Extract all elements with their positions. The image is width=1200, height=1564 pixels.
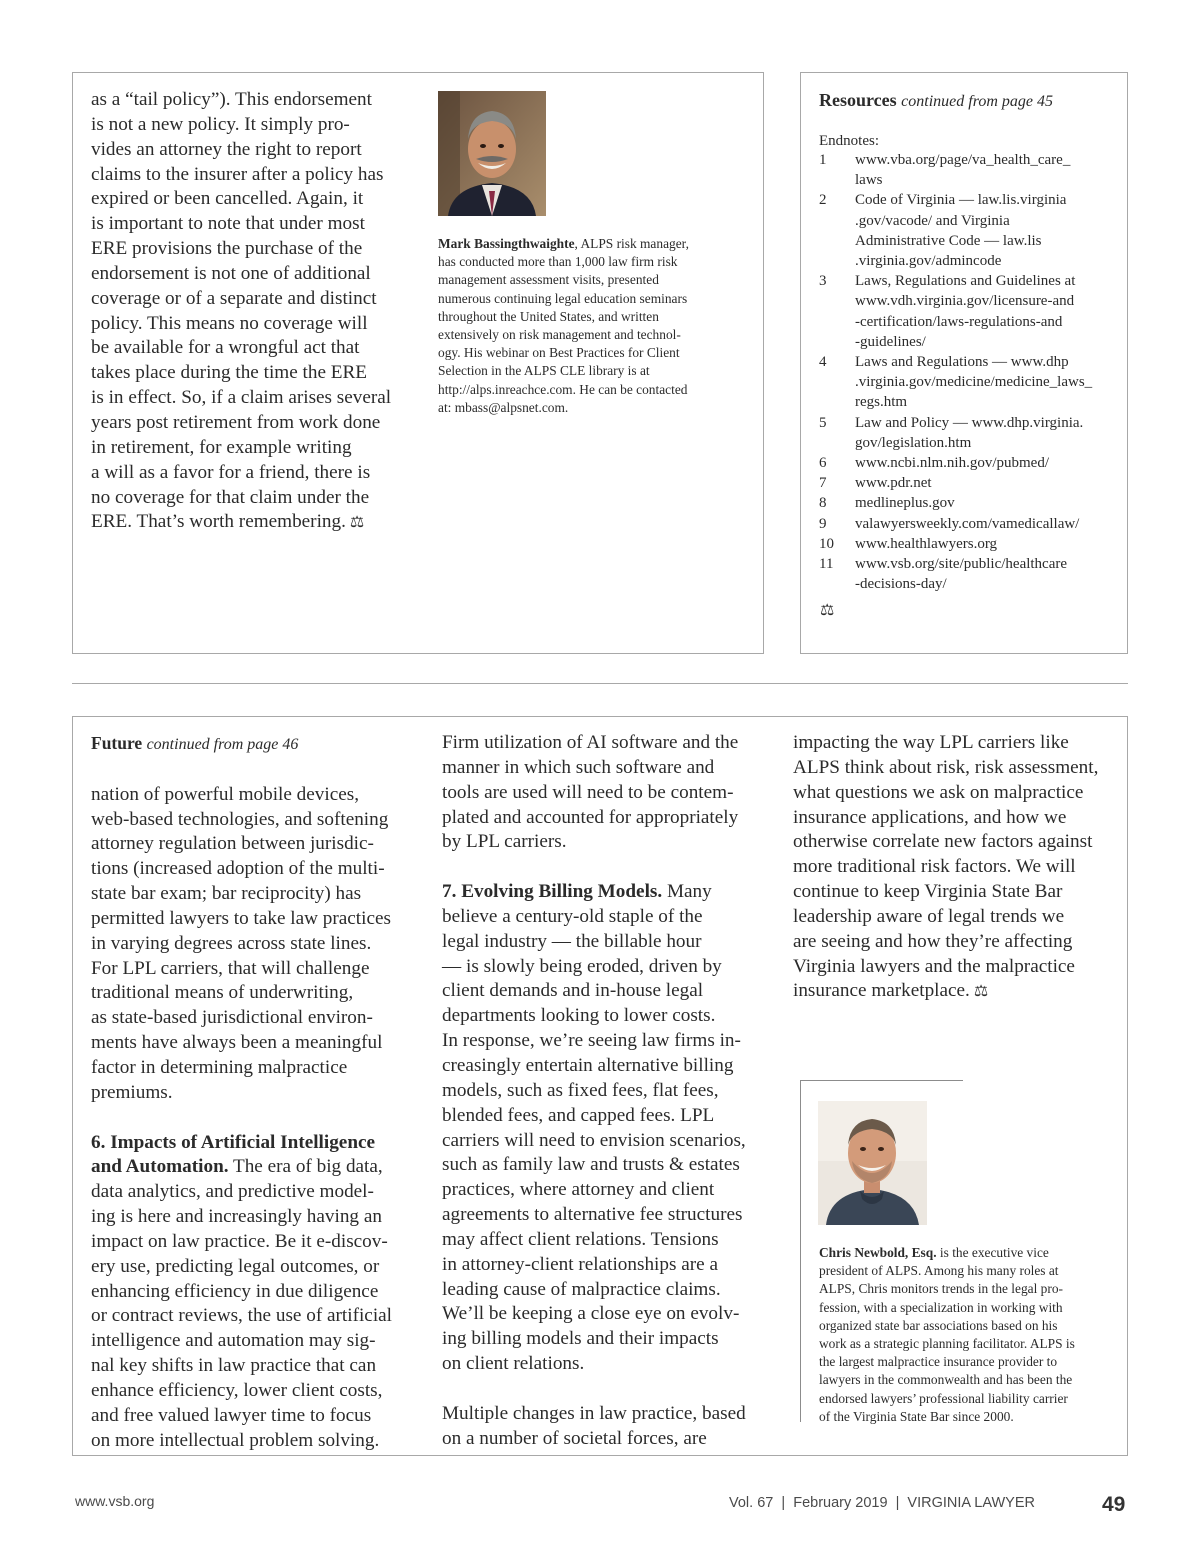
endnote-number: 5 bbox=[819, 414, 827, 431]
footer-issue bbox=[729, 1495, 1035, 1511]
endnote-number: 11 bbox=[819, 556, 834, 573]
resources-end-icon: ⚖ bbox=[820, 602, 835, 619]
article-top-text bbox=[91, 88, 421, 536]
endnote-text: Code of Virginia — law.lis.virginia .gov/vacode/ and Virginia Administrative Code — law.lis .virginia.gov/admincode bbox=[855, 192, 1067, 270]
heading-ai-automation: 6. Impacts of Artificial Intelligence and Automation. bbox=[91, 1131, 376, 1178]
scales-of-justice-icon: ⚖ bbox=[973, 983, 989, 1001]
future-col1-paragraph-2 bbox=[91, 1131, 421, 1454]
future-title bbox=[91, 731, 421, 758]
endnote-text: valawyersweekly.com/vamedicallaw/ bbox=[855, 515, 1080, 532]
endnote-number: 4 bbox=[819, 354, 827, 371]
author-bio-mark bbox=[438, 235, 748, 417]
endnote-text: Laws, Regulations and Guidelines at www.vdh.virginia.gov/licensure-and -certification/laws-regulations-and -guidelines/ bbox=[855, 273, 1076, 350]
footer-website: www.vsb.org bbox=[75, 1493, 155, 1509]
endnote-text: Law and Policy — www.dhp.virginia. gov/legislation.htm bbox=[855, 414, 1084, 451]
endnote-number: 10 bbox=[819, 535, 834, 552]
future-col2-paragraph-2-text: Many believe a century-old staple of the legal industry — the billable hour — is slowly being eroded, driven by client demands and in-house legal departments looking to lower costs. In response, we’re seeing law firms in- creasingly entertain alternative billing models, such as fixed fees, flat fees, blended fees, and capped fees. LPL carriers will need to envision scenarios, such as family law and trusts & estates practices, where attorney and client agreements to alternative fee structures may affect client relations. Tensions in attorney-client relationships are a leading cause of malpractice claims. We’ll be keeping a close eye on evolv- ing billing models and their impacts on client relations. bbox=[442, 881, 746, 1375]
bio-frame-left bbox=[800, 1080, 801, 1422]
future-col2-paragraph-3: Multiple changes in law practice, based on a number of societal forces, are bbox=[442, 1402, 746, 1449]
endnote-number: 3 bbox=[819, 273, 827, 290]
endnote-text: www.vba.org/page/va_health_care_ laws bbox=[855, 152, 1071, 189]
page-number: 49 bbox=[1102, 1493, 1126, 1516]
author-bio-chris bbox=[819, 1244, 1129, 1426]
bio-frame-top bbox=[800, 1080, 963, 1081]
scales-of-justice-icon: ⚖ bbox=[349, 514, 365, 532]
endnote-item bbox=[819, 554, 1119, 594]
endnote-item bbox=[819, 413, 1119, 453]
endnote-text: www.ncbi.nlm.nih.gov/pubmed/ bbox=[855, 455, 1050, 472]
endnote-number: 9 bbox=[819, 515, 827, 532]
endnote-text: www.pdr.net bbox=[855, 475, 932, 492]
endnote-text: www.healthlawyers.org bbox=[855, 535, 998, 552]
future-col2-paragraph-1: Firm utilization of AI software and the manner in which such software and tools are used will need to be contem- plated and accounted for appropriately by LPL carriers. bbox=[442, 732, 739, 853]
endnote-text: medlineplus.gov bbox=[855, 495, 955, 512]
author-bio-chris-text: is the executive vice president of ALPS. Among his many roles at ALPS, Chris monitors trends in the legal pro- fession, with a specialization in working with organized state bar associations based on his work as a strategic planning facilitator. ALPS is the largest malpractice insurance provider to lawyers in the commonwealth and has been the endorsed lawyers’ professional liability carrier of the Virginia State Bar since 2000. bbox=[819, 1245, 1075, 1424]
endnotes-label: Endnotes: bbox=[819, 133, 879, 149]
endnote-number: 8 bbox=[819, 495, 827, 512]
future-col1-paragraph-1: nation of powerful mobile devices, web-based technologies, and softening attorney regulation between jurisdic- tions (increased adoption of the multi- state bar exam; bar reciprocity) has permitted lawyers to take law practices in varying degrees across state lines. For LPL carriers, that will challenge traditional means of underwriting, as state-based jurisdictional environ- ments have always been a meaningful factor in determining malpractice premiums. bbox=[91, 783, 391, 1103]
future-col1-paragraph-2-text: The era of big data, data analytics, and predictive model- ing is here and increasingly having an impact on law practice. Be it e-discov- ery use, predicting legal outcomes, or enhancing efficiency in due diligence or contract reviews, the use of artificial intelligence and automation may sig- nal key shifts in law practice that can enhance efficiency, lower client costs, and free valued lawyer time to focus on more intellectual problem solving. bbox=[91, 1156, 393, 1451]
resources-continued: continued from page 45 bbox=[901, 93, 1053, 110]
endnote-item bbox=[819, 352, 1119, 413]
endnote-item bbox=[819, 534, 1119, 554]
section-divider bbox=[72, 683, 1128, 684]
endnote-item bbox=[819, 190, 1119, 271]
future-column-2 bbox=[442, 731, 772, 1451]
article-top-paragraph: as a “tail policy”). This endorsement is not a new policy. It simply pro- vides an attorney the right to report claims to the insurer after a policy has expired or been cancelled. Again, it is important to note that under most ERE provisions the purchase of the endorsement is not one of additional coverage or of a separate and distinct policy. This means no coverage will be available for a wrongful act that takes place during the time the ERE is in effect. So, if a claim arises several years post retirement from work done in retirement, for example writing a will as a favor for a friend, there is no coverage for that claim under the ERE. That’s worth remembering. bbox=[91, 89, 392, 533]
future-column-3 bbox=[793, 731, 1123, 1005]
footer-issue-text: Vol. 67 | February 2019 | VIRGINIA LAWYER bbox=[729, 1495, 1035, 1511]
endnote-number: 1 bbox=[819, 152, 827, 168]
endnote-item bbox=[819, 493, 1119, 513]
future-continued: continued from page 46 bbox=[146, 736, 299, 753]
heading-billing-models: 7. Evolving Billing Models. bbox=[442, 881, 663, 903]
endnote-text: Laws and Regulations — www.dhp .virginia.gov/medicine/medicine_laws_ regs.htm bbox=[855, 354, 1093, 411]
endnote-text: www.vsb.org/site/public/healthcare -decisions-day/ bbox=[855, 556, 1068, 593]
future-title-text: Future bbox=[91, 733, 143, 753]
endnote-item bbox=[819, 150, 1119, 190]
endnotes-list bbox=[819, 150, 1119, 594]
author-photo-mark bbox=[438, 91, 546, 216]
endnote-item bbox=[819, 514, 1119, 534]
author-photo-chris bbox=[818, 1101, 927, 1225]
resources-title bbox=[819, 90, 1053, 111]
endnote-item bbox=[819, 473, 1119, 493]
author-name-chris: Chris Newbold, Esq. bbox=[819, 1245, 937, 1260]
future-column-1 bbox=[91, 731, 421, 1453]
future-col3-paragraph-1: impacting the way LPL carriers like ALPS think about risk, risk assessment, what questions we ask on malpractice insurance applications, and how we otherwise correlate new factors against more traditional risk factors. We will continue to keep Virginia State Bar leadership aware of legal trends we are seeing and how they’re affecting Virginia lawyers and the malpractice insurance marketplace. bbox=[793, 732, 1099, 1002]
endnote-item bbox=[819, 453, 1119, 473]
author-bio-mark-text: , ALPS risk manager, has conducted more than 1,000 law firm risk management assessment visits, presented numerous continuing legal education seminars throughout the United States, and written extensively on risk management and technol- ogy. His webinar on Best Practices for Client Selection in the ALPS CLE library is at http://alps.inreachce.com. He can be contacted at: mbass@alpsnet.com. bbox=[438, 236, 689, 415]
resources-title-text: Resources bbox=[819, 90, 897, 110]
endnote-item bbox=[819, 271, 1119, 352]
endnote-number: 7 bbox=[819, 475, 827, 492]
endnote-number: 2 bbox=[819, 192, 827, 209]
author-name-mark: Mark Bassingthwaighte bbox=[438, 236, 575, 251]
endnote-number: 6 bbox=[819, 455, 827, 472]
future-col2-paragraph-2 bbox=[442, 880, 772, 1377]
